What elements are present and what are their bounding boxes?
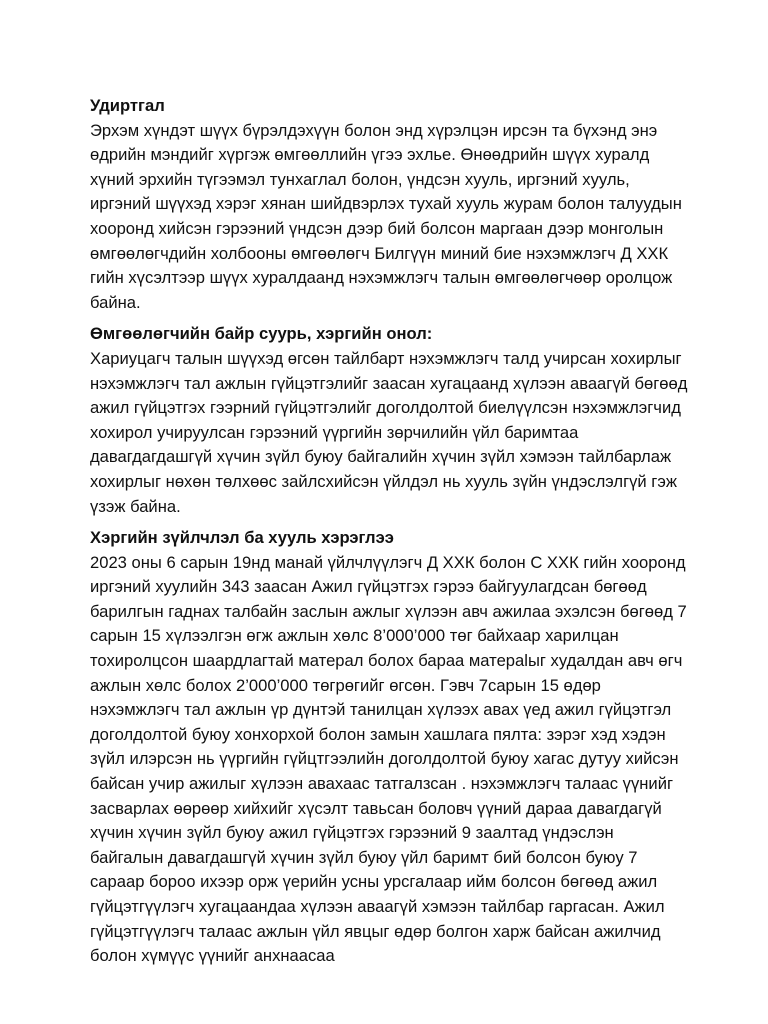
section-paragraph: Эрхэм хүндэт шүүх бүрэлдэхүүн болон энд хүрэлцэн ирсэн та бүхэнд энэ өдрийн мэндийг хүргэж өмгөөллийн үгээ эхлье. Өнөөдрийн шүүх хуралд хүний эрхийн түгээмэл тунхаглал болон, үндсэн хууль, иргэний хууль, иргэний шүүхэд хэрэг хянан шийдвэрлэх тухай хууль журам болон талуудын хооронд хийсэн гэрээний үндсэн дээр бий болсон маргаан дээр монголын өмгөөлөгчдийн холбооны өмгөөлөгч Билгүүн миний бие нэхэмжлэгч Д ХХК гийн хүсэлтээр шүүх хуралдаанд нэхэмжлэгч талын өмгөөлөгчөөр оролцож байна. — [90, 120, 682, 312]
section-heading: Хэргийн зүйлчлэл ба хууль хэрэглээ — [90, 528, 394, 548]
section-case-law — [90, 526, 690, 969]
section-paragraph: Хариуцагч талын шүүхэд өгсөн тайлбарт нэхэмжлэгч талд учирсан хохирлыг нэхэмжлэгч тал ажлын гүйцэтгэлийг заасан хугацаанд хүлээн аваагүй бөгөөд ажил гүйцэтгэх гээрний гүйцэтгэлийг доголдолтой биелүүлсэн нэхэмжлэгчид хохирол учируулсан гэрээний үүргийн зөрчилийн үйл баримтаа давагдагдашгүй хүчин зүйл буюу байгалийн хүчин зүйл хэмээн тайлбарлаж хохирлыг нөхөн төлхөөс зайлсхийсэн үйлдэл нь хууль зүйн үндэслэлгүй гэж үзэж байна. — [90, 348, 688, 516]
section-paragraph: 2023 оны 6 сарын 19нд манай үйлчлүүлэгч Д ХХК болон С ХХК гийн хооронд иргэний хуулийн 343 заасан Ажил гүйцэтгэх гэрээ байгуулагдсан бөгөөд барилгын гаднах талбайн заслын ажлыг хүлээн авч ажилаа эхэлсэн бөгөөд 7 сарын 15 хүлээлгэн өгж ажлын хөлс 8’000’000 төг байхаар харилцан тохиролцсон шаардлагтай матерал болох бараа матерalыг худалдан авч өгч ажлын хөлс болох 2’000’000 төгрөгийг өгсөн. Гэвч 7сарын 15 өдөр нэхэмжлэгч тал ажлын үр дүнтэй танилцан хүлээх авах үед ажил гүйцэтгэл доголдолтой буюу хонхорхой болон замын хашлага пялта: зэрэг хэд хэдэн зүйл илэрсэн нь үүргийн гүйцтгээлийн доголдолтой буюу хагас дутуу хийсэн байсан учир ажилыг хүлээн авахаас татгалзсан . нэхэмжлэгч талаас үүнийг засварлах өөрөөр хийхийг хүсэлт тавьсан боловч үүний дараа давагдагүй хүчин хүчин зүйл буюу ажил гүйцэтгэх гэрээний 9 заалтад үндэслэн байгалын давагдашгүй хүчин зүйл буюу үйл баримт бий болсон буюу 7 сараар бороо ихээр орж үерийн усны урсгалаар ийм болсон бөгөөд ажил гүйцэтгүүлэгч хугацаандаа хүлээн аваагүй хэмээн тайлбар гаргасан. Ажил гүйцэтгүүлэгч талаас ажлын үйл явцыг өдөр болгон харж байсан ажилчид болон хүмүүс үүнийг анхнаасаа — [90, 552, 687, 966]
section-position-theory — [90, 322, 690, 519]
section-introduction — [90, 94, 690, 315]
section-heading: Удиртгал — [90, 96, 165, 115]
document-page — [90, 94, 690, 976]
section-heading: Өмгөөлөгчийн байр суурь, хэргийн онол: — [90, 324, 433, 344]
